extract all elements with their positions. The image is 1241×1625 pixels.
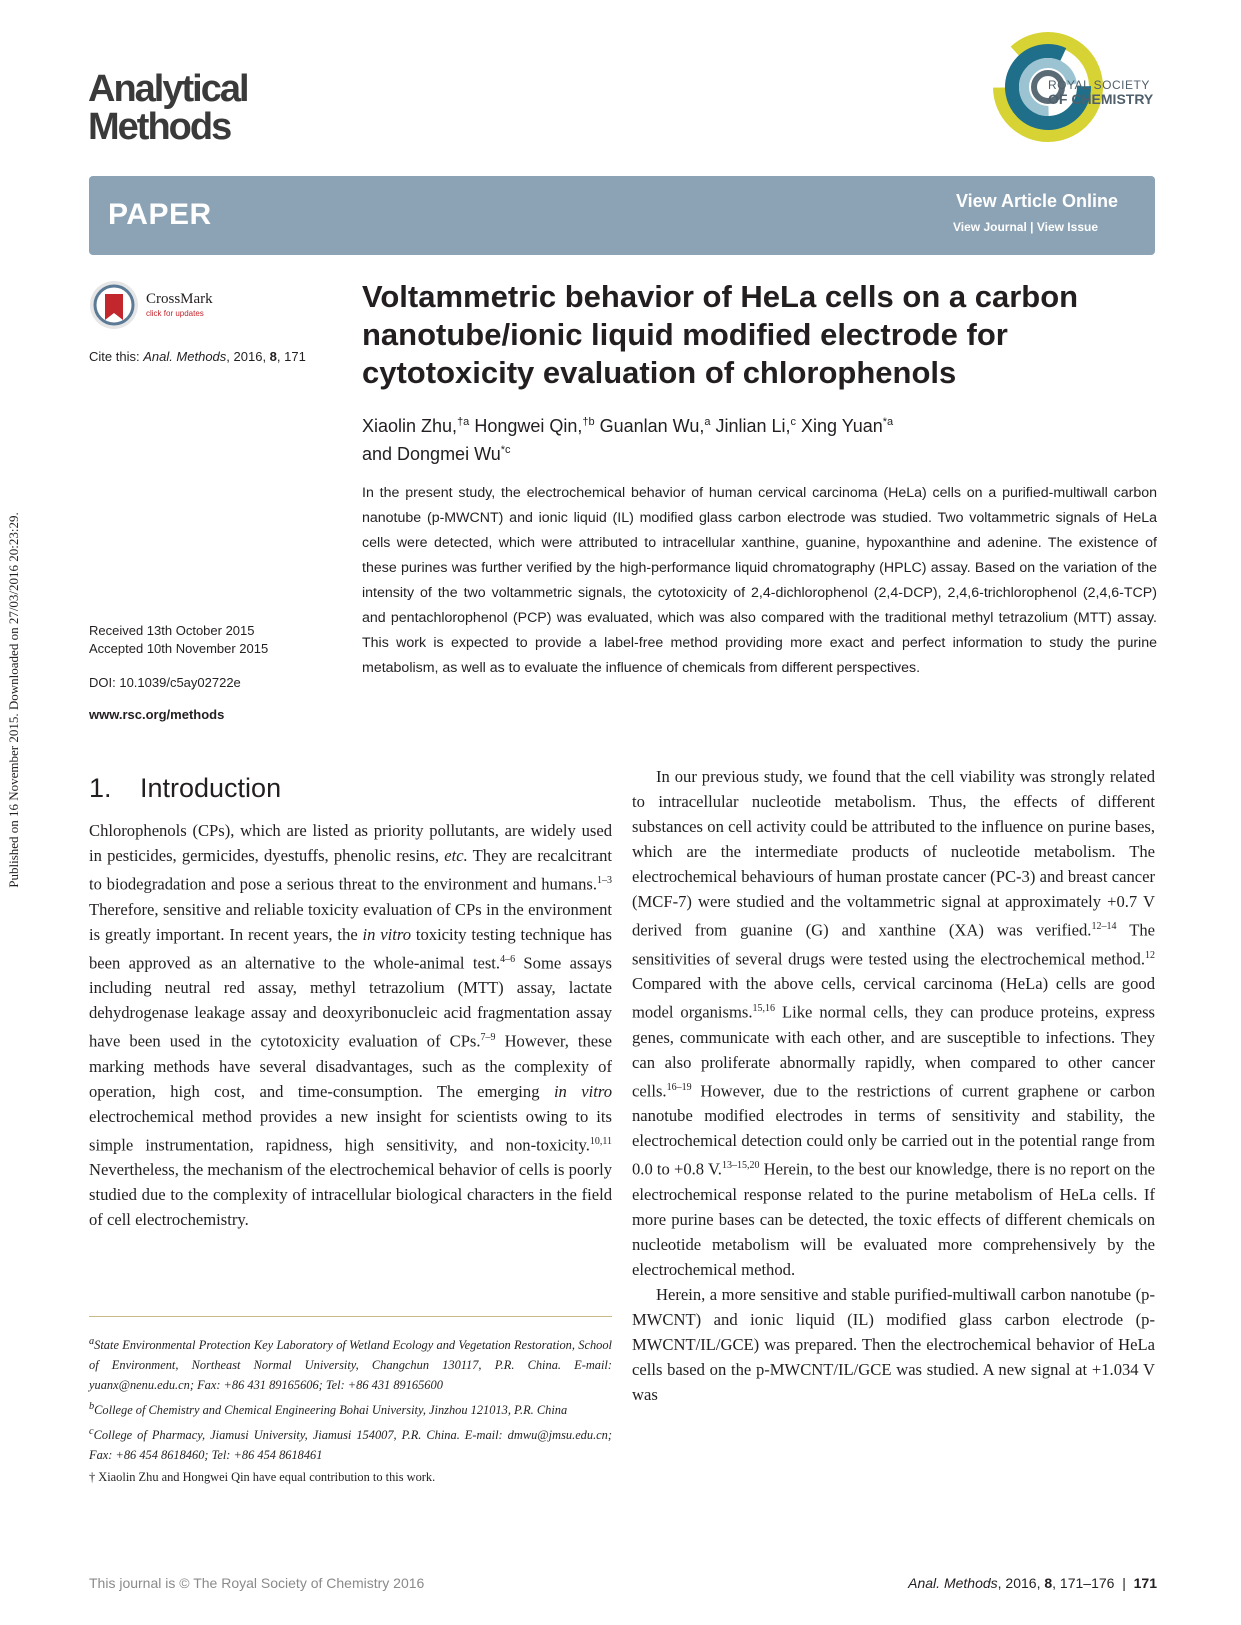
journal-logo bbox=[88, 70, 248, 146]
text-run: They are recalcitrant to biodegradation and pose a serious threat to the environment and humans. bbox=[89, 846, 612, 894]
text-run: Chlorophenols (CPs), which are listed as priority pollutants, are widely used in pesticides, germicides, dyestuffs, phenolic resins, bbox=[89, 821, 612, 865]
journal-url-link[interactable]: www.rsc.org/methods bbox=[89, 707, 225, 722]
author-list bbox=[362, 410, 1142, 466]
footer-separator: | bbox=[1114, 1575, 1134, 1591]
view-links bbox=[953, 220, 1098, 234]
text-run: Therefore, sensitive and reliable toxicity evaluation of CPs in the environment is greatly important. In recent years, the bbox=[89, 899, 612, 944]
author-affiliation-mark: †a bbox=[457, 416, 470, 428]
abstract: In the present study, the electrochemical behavior of human cervical carcinoma (HeLa) cells on a purified-multiwall carbon nanotube (p-MWCNT) and ionic liquid (IL) modified glass carbon electrode was studied. Two voltammetric signals of HeLa cells were detected, which were attributed to intracellular xanthine, guanine, hypoxanthine and adenine. The existence of these purines was further verified by the high-performance liquid chromatography (HPLC) assay. Based on the variation of the intensity of the two voltammetric signals, the cytotoxicity of 2,4-dichlorophenol (2,4-DCP), 2,4,6-trichlorophenol (2,4,6-TCP) and pentachlorophenol (PCP) was evaluated, which was also compared with the traditional methyl tetrazolium (MTT) assay. This work is expected to provide a label-free method providing more exact and perfect information to study the purine metabolism, as well as to evaluate the influence of chemicals from different perspectives. bbox=[362, 485, 1157, 676]
citation-ref[interactable]: 12–14 bbox=[1091, 921, 1117, 932]
rsc-wordmark-line1: ROYAL SOCIETY bbox=[1048, 78, 1150, 92]
footer-copyright: This journal is © The Royal Society of Chemistry 2016 bbox=[89, 1575, 425, 1591]
section-title: Introduction bbox=[140, 773, 282, 803]
author-affiliation-mark: *c bbox=[500, 444, 511, 456]
author-name: Hongwei Qin, bbox=[469, 416, 583, 436]
intro-paragraph bbox=[632, 764, 1155, 1282]
footnote-equal-contribution: † Xiaolin Zhu and Hongwei Qin have equal contribution to this work. bbox=[89, 1470, 436, 1485]
text-run: Compared with the above cells, cervical carcinoma (HeLa) cells are good model organisms. bbox=[632, 974, 1155, 1022]
page-number: 171 bbox=[1133, 1575, 1157, 1591]
citation-ref[interactable]: 15,16 bbox=[752, 1003, 775, 1015]
text-run: Nevertheless, the mechanism of the electrochemical behavior of cells is poorly studied due to the complexity of intracellular biological characters in the field of cell electrochemistry. bbox=[89, 1160, 612, 1230]
text-run: electrochemical method provides a new insight for scientists owing to its simple instrumentation, rapidness, high sensitivity, and non-toxicity. bbox=[89, 1106, 612, 1155]
text-run: toxicity testing technique has been approved as an alternative to the whole-animal test. bbox=[89, 924, 612, 973]
text-run-italic: in vitro bbox=[362, 924, 412, 944]
rsc-wordmark-line2: OF CHEMISTRY bbox=[1048, 91, 1154, 107]
author-name: Jinlian Li, bbox=[710, 416, 791, 436]
footer-pages: , 171–176 bbox=[1052, 1575, 1115, 1591]
author-name: Xiaolin Zhu, bbox=[362, 416, 458, 436]
author-affiliation-mark: *a bbox=[882, 416, 894, 428]
accepted-date: Accepted 10th November 2015 bbox=[89, 641, 269, 656]
author-name: Xing Yuan bbox=[796, 416, 883, 436]
text-run: Herein, to the best our knowledge, there is no report on the electrochemical response related to the purine metabolism of HeLa cells. If more purine bases can be detected, the toxic effects of different chemicals on nucleotide metabolism will be evaluated more comprehensively by the electrochemical method. bbox=[632, 1159, 1155, 1279]
rsc-wordmark bbox=[1048, 78, 1153, 106]
author-affiliation-mark: †b bbox=[582, 416, 595, 428]
affiliation-footnotes bbox=[89, 1332, 612, 1489]
footnote-divider bbox=[89, 1316, 612, 1317]
citation-ref[interactable]: 1–3 bbox=[597, 875, 612, 886]
crossmark-label[interactable]: CrossMark bbox=[146, 291, 213, 307]
citation-page: , 171 bbox=[276, 349, 306, 364]
view-journal-link[interactable]: View Journal bbox=[953, 220, 1027, 234]
footnote-affiliation-c bbox=[89, 1422, 612, 1465]
journal-logo-line2: Methods bbox=[88, 106, 231, 148]
footnote-mark: a bbox=[89, 1336, 95, 1347]
text-run: However, due to the restrictions of current graphene or carbon nanotube modified electrodes in terms of sensitivity and stability, the electrochemical detection could only be carried out in the potential range from 0.0 to +0.8 V. bbox=[632, 1081, 1155, 1179]
citation-ref[interactable]: 4–6 bbox=[500, 953, 516, 965]
journal-logo-line1: Analytical bbox=[88, 68, 248, 110]
text-run: The sensitivities of several drugs were tested using the electrochemical method. bbox=[632, 920, 1155, 969]
view-links-separator: | bbox=[1026, 220, 1037, 234]
author-affiliation-mark: a bbox=[704, 416, 711, 428]
text-run: Like normal cells, they can produce proteins, express genes, communicate with each other, and are susceptible to infections. They can also proliferate abnormally rapidly, when compared to other cancer cells. bbox=[632, 1002, 1155, 1101]
doi[interactable]: DOI: 10.1039/c5ay02722e bbox=[89, 675, 241, 690]
download-notice-text: Published on 16 November 2015. Downloaded on 27/03/2016 20:23:29. bbox=[6, 512, 21, 888]
section-number: 1. bbox=[89, 773, 112, 803]
intro-right-column bbox=[632, 764, 1155, 1407]
intro-paragraph bbox=[89, 818, 612, 1232]
footer-year: , 2016, bbox=[997, 1575, 1045, 1591]
footnote-affiliation-a bbox=[89, 1332, 612, 1395]
footnote-mark: b bbox=[89, 1401, 95, 1413]
text-run: However, these marking methods have several disadvantages, such as the complexity of operation, high cost, and time-consumption. The emerging bbox=[89, 1031, 612, 1101]
text-run-italic: in vitro bbox=[553, 1081, 613, 1101]
author-affiliation-mark: c bbox=[790, 416, 797, 428]
article-type-label: PAPER bbox=[108, 198, 212, 231]
view-issue-link[interactable]: View Issue bbox=[1036, 220, 1098, 234]
footnote-text: College of Pharmacy, Jiamusi University, Jiamusi 154007, P.R. China. E-mail: dmwu@jmsu.edu.cn; Fax: +86 454 8618460; Tel: +86 454 8618461 bbox=[89, 1428, 612, 1463]
footnote-affiliation-b bbox=[89, 1397, 612, 1420]
citation-volume: 8 bbox=[269, 349, 277, 364]
author-name: Guanlan Wu, bbox=[594, 416, 705, 436]
citation-prefix: Cite this: bbox=[89, 349, 144, 364]
citation-journal: Anal. Methods bbox=[143, 349, 227, 364]
text-run-italic: etc. bbox=[444, 846, 468, 865]
citation-ref[interactable]: 7–9 bbox=[480, 1032, 496, 1044]
footer-citation bbox=[908, 1575, 1157, 1591]
citation-ref[interactable]: 12 bbox=[1145, 949, 1155, 961]
view-article-online-link[interactable]: View Article Online bbox=[955, 191, 1118, 211]
crossmark-sublabel[interactable]: click for updates bbox=[146, 309, 204, 318]
intro-paragraph: Herein, a more sensitive and stable purified-multiwall carbon nanotube (p-MWCNT) and ionic liquid (IL) modified glass carbon electrode (p-MWCNT/IL/GCE) was prepared. Then the electrochemical behavior of HeLa cells based on the p-MWCNT/IL/GCE was studied. A new signal at +1.034 V was bbox=[632, 1284, 1155, 1404]
text-run: In our previous study, we found that the cell viability was strongly related to intracellular nucleotide metabolism. Thus, the effects of different substances on cell activity could be attributed to the influence on purine bases, which are the intermediate products of nucleotide metabolism. The electrochemical behaviours of human prostate cancer (PC-3) and breast cancer (MCF-7) were studied and the voltammetric signal at approximately +0.7 V derived from guanine (G) and xanthine (XA) was verified. bbox=[632, 767, 1155, 940]
footnote-mark: c bbox=[89, 1426, 94, 1438]
article-type-banner bbox=[89, 176, 1155, 255]
citation bbox=[89, 348, 306, 366]
received-date: Received 13th October 2015 bbox=[89, 623, 255, 638]
footnote-text: State Environmental Protection Key Laboratory of Wetland Ecology and Vegetation Restoration, School of Environment, Northeast Normal University, Changchun 130117, P.R. China. E-mail: yuanx@nenu.edu.cn; Fax: +86 431 89165606; Tel: +86 431 89165600 bbox=[89, 1338, 612, 1393]
citation-ref[interactable]: 13–15,20 bbox=[721, 1160, 760, 1172]
footer-journal: Anal. Methods bbox=[908, 1575, 998, 1591]
citation-year: , 2016, bbox=[226, 349, 270, 364]
author-name: and Dongmei Wu bbox=[362, 444, 501, 464]
article-title: Voltammetric behavior of HeLa cells on a carbon nanotube/ionic liquid modified electrode for cytotoxicity evaluation of chlorophenols bbox=[362, 279, 1079, 390]
section-heading bbox=[89, 773, 281, 804]
download-notice bbox=[4, 460, 24, 940]
citation-ref[interactable]: 16–19 bbox=[666, 1081, 692, 1093]
footnote-text: College of Chemistry and Chemical Engineering Bohai University, Jinzhou 121013, P.R. China bbox=[94, 1403, 568, 1418]
text-run: Some assays including neutral red assay, methyl tetrazolium (MTT) assay, lactate dehydrogenase leakage assay and deoxyribonucleic acid fragmentation assay have been used in the cytotoxicity evaluation of CPs. bbox=[89, 953, 612, 1051]
citation-ref[interactable]: 10,11 bbox=[589, 1135, 612, 1147]
footer-volume: 8 bbox=[1044, 1575, 1053, 1591]
intro-left-column bbox=[89, 818, 612, 1232]
